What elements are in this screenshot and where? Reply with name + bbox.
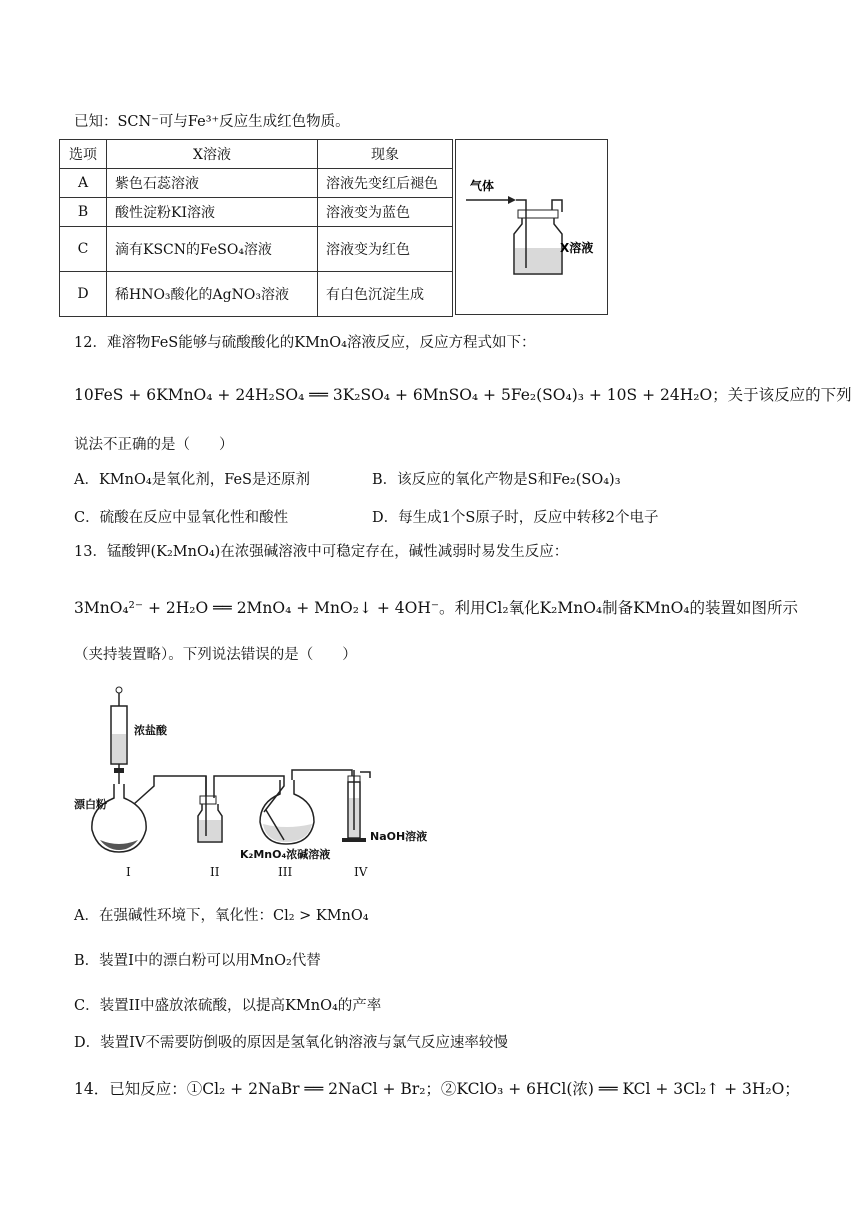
- row-phenomenon: 溶液变为红色: [318, 227, 453, 272]
- q13-option-c: C．装置II中盛放浓硫酸，以提高KMnO₄的产率: [74, 998, 382, 1014]
- table-header-row: [60, 140, 453, 169]
- q12-option-c: C．硫酸在反应中显氧化性和酸性: [74, 510, 289, 526]
- q13-option-b: B．装置I中的漂白粉可以用MnO₂代替: [74, 953, 321, 969]
- row-option: B: [60, 198, 107, 227]
- bleach-label: 漂白粉: [74, 798, 107, 811]
- row-phenomenon: 溶液变为蓝色: [318, 198, 453, 227]
- q12-option-b: B．该反应的氧化产物是S和Fe₂(SO₄)₃: [372, 472, 621, 488]
- q12-option-a: A．KMnO₄是氧化剂，FeS是还原剂: [74, 472, 310, 488]
- options-table: [59, 139, 453, 317]
- table-row: [60, 227, 453, 272]
- label-IV: IV: [354, 865, 368, 879]
- label-II: II: [210, 865, 220, 879]
- q12-option-d: D．每生成1个S原子时，反应中转移2个电子: [372, 510, 659, 526]
- k2mno4-label: K₂MnO₄浓碱溶液: [240, 848, 331, 861]
- x-solution-label: X溶液: [560, 241, 594, 255]
- gas-bottle-figure: [455, 139, 608, 315]
- row-option: C: [60, 227, 107, 272]
- header-phenomenon: 现象: [318, 140, 453, 169]
- q13-option-d: D．装置IV不需要防倒吸的原因是氢氧化钠溶液与氯气反应速率较慢: [74, 1035, 508, 1051]
- row-solution: 滴有KSCN的FeSO₄溶液: [107, 227, 318, 272]
- gas-label: 气体: [470, 179, 495, 193]
- q12-stem2: 说法不正确的是（ ）: [74, 437, 234, 453]
- row-solution: 紫色石蕊溶液: [107, 169, 318, 198]
- apparatus-figure: [70, 680, 430, 880]
- q13-stem2: （夹持装置略）。下列说法错误的是（ ）: [74, 647, 357, 663]
- header-solution: X溶液: [107, 140, 318, 169]
- label-I: I: [126, 865, 131, 879]
- header-option: 选项: [60, 140, 107, 169]
- row-solution: 酸性淀粉KI溶液: [107, 198, 318, 227]
- q13-stem: 13．锰酸钾(K₂MnO₄)在浓强碱溶液中可稳定存在，碱性减弱时易发生反应：: [74, 544, 569, 560]
- q12-stem: 12．难溶物FeS能够与硫酸酸化的KMnO₄溶液反应，反应方程式如下：: [74, 335, 536, 351]
- table-row: [60, 272, 453, 317]
- table-row: [60, 169, 453, 198]
- row-phenomenon: 溶液先变红后褪色: [318, 169, 453, 198]
- row-solution: 稀HNO₃酸化的AgNO₃溶液: [107, 272, 318, 317]
- q14-stem: 14．已知反应：①Cl₂ + 2NaBr ══ 2NaCl + Br₂；②KClO₃ + 6HCl(浓) ══ KCl + 3Cl₂↑ + 3H₂O；: [74, 1080, 800, 1098]
- gas-bottle-diagram: [456, 140, 607, 314]
- q12-equation: 10FeS + 6KMnO₄ + 24H₂SO₄ ══ 3K₂SO₄ + 6MnSO₄ + 5Fe₂(SO₄)₃ + 10S + 24H₂O；关于该反应的下列: [74, 386, 852, 404]
- apparatus-diagram: [70, 680, 430, 880]
- q13-equation: 3MnO₄²⁻ + 2H₂O ══ 2MnO₄ + MnO₂↓ + 4OH⁻。利用Cl₂氧化K₂MnO₄制备KMnO₄的装置如图所示: [74, 599, 798, 617]
- conc-hcl-label: 浓盐酸: [134, 724, 167, 737]
- label-III: III: [278, 865, 293, 879]
- q13-option-a: A．在强碱性环境下，氧化性：Cl₂ > KMnO₄: [74, 908, 369, 924]
- naoh-label: NaOH溶液: [370, 830, 428, 843]
- intro-text: 已知：SCN⁻可与Fe³⁺反应生成红色物质。: [74, 114, 350, 130]
- row-option: D: [60, 272, 107, 317]
- row-option: A: [60, 169, 107, 198]
- row-phenomenon: 有白色沉淀生成: [318, 272, 453, 317]
- table-row: [60, 198, 453, 227]
